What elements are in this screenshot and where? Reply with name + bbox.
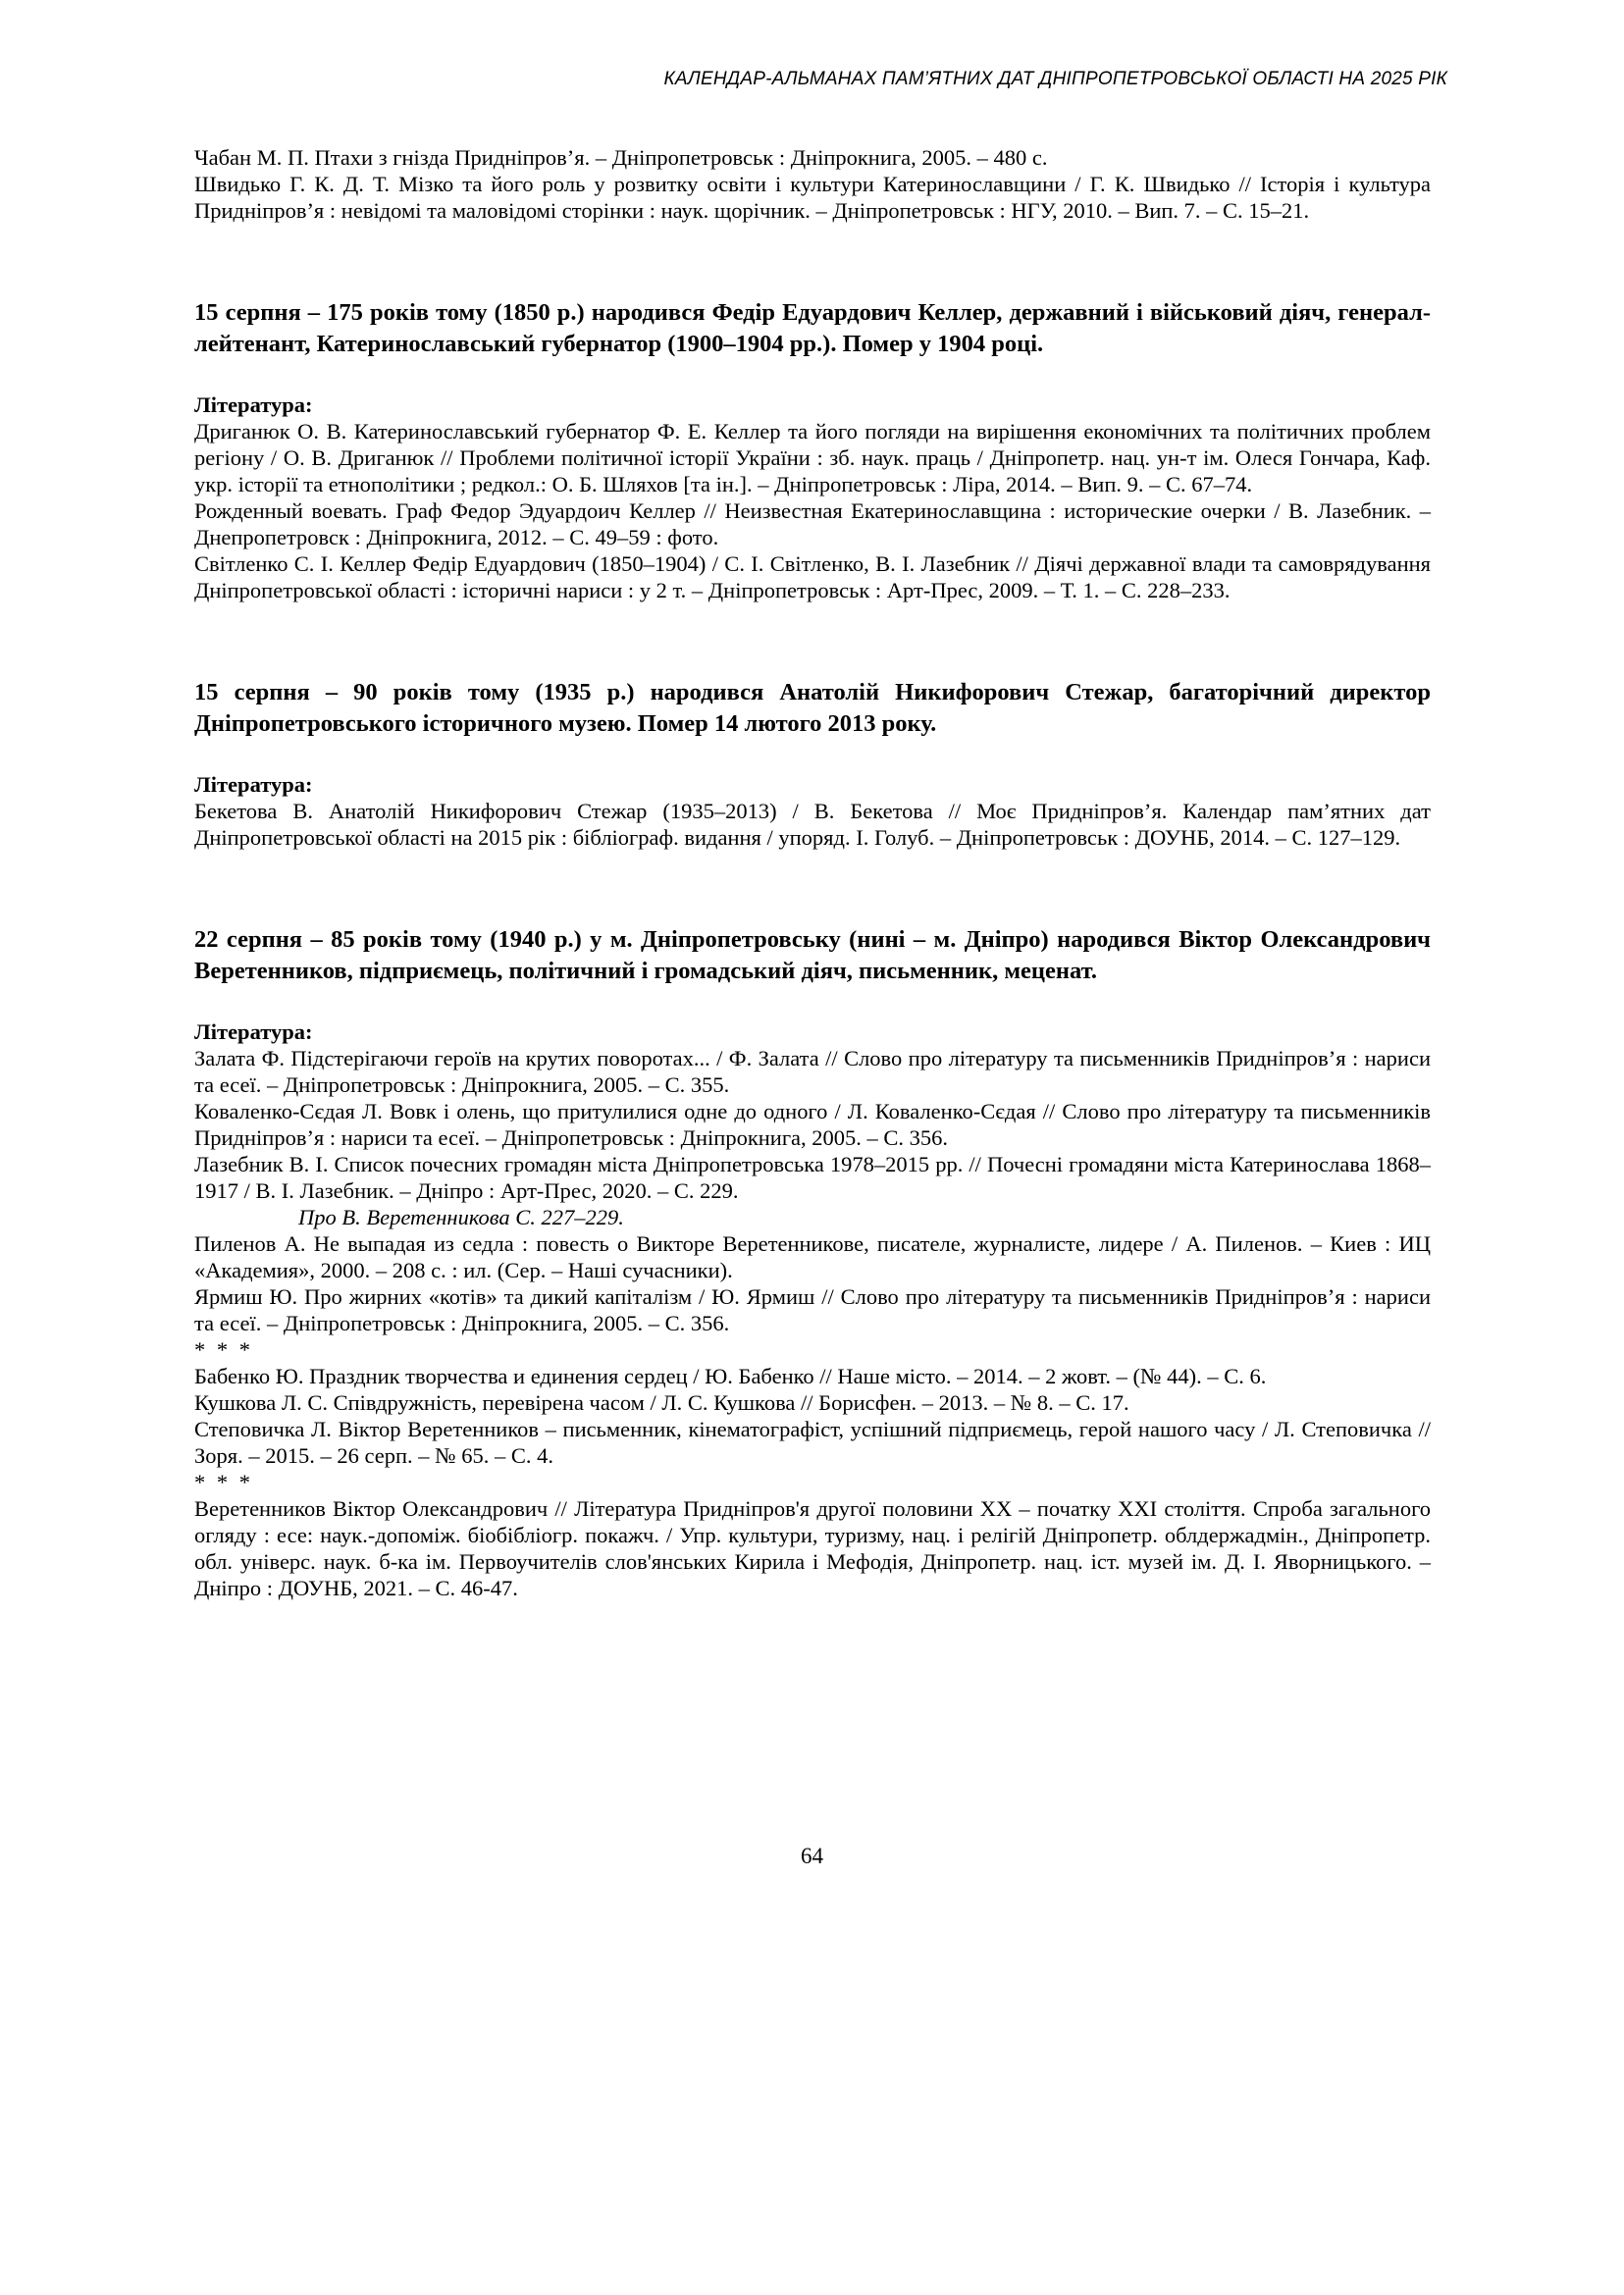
page-number: 64	[801, 1844, 823, 1868]
literature-label: Література:	[194, 392, 313, 417]
reference-entry: Світленко С. І. Келлер Федір Едуардович (1850–1904) / С. І. Світленко, В. І. Лазебник // Діячі державної влади та самоврядування Дніпропетровської області : історичні нариси : у 2 т. – Дніпропетровськ : Арт-Прес, 2009. – Т. 1. – С. 228–233.	[194, 551, 1431, 602]
reference-entry: Бабенко Ю. Праздник творчества и единения сердец / Ю. Бабенко // Наше місто. – 2014. – 2 жовт. – (№ 44). – С. 6.	[194, 1364, 1267, 1388]
reference-entry: Швидько Г. К. Д. Т. Мізко та його роль у розвитку освіти і культури Катеринославщини / Г. К. Швидько // Історія і культура Придніпров’я : невідомі та маловідомі сторінки : наук. щорічник. – Дніпропетровськ : НГУ, 2010. – Вип. 7. – С. 15–21.	[194, 172, 1431, 223]
page-content	[194, 144, 1431, 1601]
reference-entry: Ярмиш Ю. Про жирних «котів» та дикий капіталізм / Ю. Ярмиш // Слово про літературу та письменників Придніпров’я : нариси та есеї. – Дніпропетровськ : Дніпрокнига, 2005. – С. 356.	[194, 1284, 1431, 1335]
reference-entry: Дриганюк О. В. Катеринославський губернатор Ф. Е. Келлер та його погляди на вирішення економічних та політичних проблем регіону / О. В. Дриганюк // Проблеми політичної історії України : зб. наук. праць / Дніпропетр. нац. ун-т ім. Олеся Гончара, Каф. укр. історії та етнополітики ; редкол.: О. Б. Шляхов [та ін.]. – Дніпропетровськ : Ліра, 2014. – Вип. 9. – С. 67–74.	[194, 419, 1431, 496]
reference-entry: Бекетова В. Анатолій Никифорович Стежар (1935–2013) / В. Бекетова // Моє Придніпров’я. Календар пам’ятних дат Дніпропетровської області на 2015 рік : бібліограф. видання / упоряд. І. Голуб. – Дніпропетровськ : ДОУНБ, 2014. – С. 127–129.	[194, 799, 1431, 850]
reference-entry: Чабан М. П. Птахи з гнізда Придніпров’я. – Дніпропетровськ : Дніпрокнига, 2005. – 480 с.	[194, 145, 1048, 170]
literature-label: Література:	[194, 1019, 313, 1044]
reference-entry: Рожденный воевать. Граф Федор Эдуардоич Келлер // Неизвестная Екатеринославщина : исторические очерки / В. Лазебник. – Днепропетровск : Дніпрокнига, 2012. – С. 49–59 : фото.	[194, 498, 1431, 549]
section-keller	[194, 297, 1431, 603]
separator-asterisks: * * *	[194, 1470, 253, 1494]
section-stezhar	[194, 677, 1431, 851]
section-heading: 15 серпня – 90 років тому (1935 р.) народився Анатолій Никифорович Стежар, багаторічний директор Дніпропетровського історичного музею. Помер 14 лютого 2013 року.	[194, 679, 1431, 737]
section-veretennikov	[194, 924, 1431, 1601]
reference-entry: Коваленко-Сєдая Л. Вовк і олень, що притулилися одне до одного / Л. Коваленко-Сєдая // Слово про літературу та письменників Придніпров’я : нариси та есеї. – Дніпропетровськ : Дніпрокнига, 2005. – С. 356.	[194, 1099, 1431, 1150]
section-heading: 22 серпня – 85 років тому (1940 р.) у м. Дніпропетровську (нині – м. Дніпро) народився Віктор Олександрович Веретенников, підприємець, політичний і громадський діяч, письменник, меценат.	[194, 926, 1431, 984]
section-heading: 15 серпня – 175 років тому (1850 р.) народився Федір Едуардович Келлер, державний і військовий діяч, генерал-лейтенант, Катеринославський губернатор (1900–1904 рр.). Помер у 1904 році.	[194, 299, 1431, 357]
separator-asterisks: * * *	[194, 1337, 253, 1362]
intro-references	[194, 144, 1431, 224]
literature-label: Література:	[194, 772, 313, 797]
reference-entry: Кушкова Л. С. Співдружність, перевірена часом / Л. С. Кушкова // Борисфен. – 2013. – № 8. – С. 17.	[194, 1390, 1129, 1415]
reference-entry: Лазебник В. І. Список почесних громадян міста Дніпропетровська 1978–2015 рр. // Почесні громадяни міста Катеринослава 1868–1917 / В. І. Лазебник. – Дніпро : Арт-Прес, 2020. – С. 229.	[194, 1152, 1431, 1203]
reference-entry: Степовичка Л. Віктор Веретенников – письменник, кінематографіст, успішний підприємець, герой нашого часу / Л. Степовичка // Зоря. – 2015. – 26 серп. – № 65. – С. 4.	[194, 1417, 1431, 1468]
reference-entry: Залата Ф. Підстерігаючи героїв на крутих поворотах... / Ф. Залата // Слово про літературу та письменників Придніпров’я : нариси та есеї. – Дніпропетровськ : Дніпрокнига, 2005. – С. 355.	[194, 1046, 1431, 1097]
reference-note: Про В. Веретенникова С. 227–229.	[298, 1205, 624, 1229]
reference-entry: Пиленов А. Не выпадая из седла : повесть о Викторе Веретенникове, писателе, журналисте, лидере / А. Пиленов. – Киев : ИЦ «Академия», 2000. – 208 с. : ил. (Сер. – Наші сучасники).	[194, 1231, 1431, 1282]
reference-entry: Веретенников Віктор Олександрович // Література Придніпров'я другої половини XX – початку XXI століття. Спроба загального огляду : есе: наук.-допоміж. біобібліогр. покажч. / Упр. культури, туризму, нац. і релігій Дніпропетр. облдержадмін., Дніпропетр. обл. універс. наук. б-ка ім. Первоучителів слов'янських Кирила і Мефодія, Дніпропетр. нац. іст. музей ім. Д. І. Яворницького. – Дніпро : ДОУНБ, 2021. – С. 46-47.	[194, 1496, 1431, 1600]
running-header: КАЛЕНДАР-АЛЬМАНАХ ПАМ’ЯТНИХ ДАТ ДНІПРОПЕТРОВСЬКОЇ ОБЛАСТІ НА 2025 РІК	[663, 69, 1447, 89]
